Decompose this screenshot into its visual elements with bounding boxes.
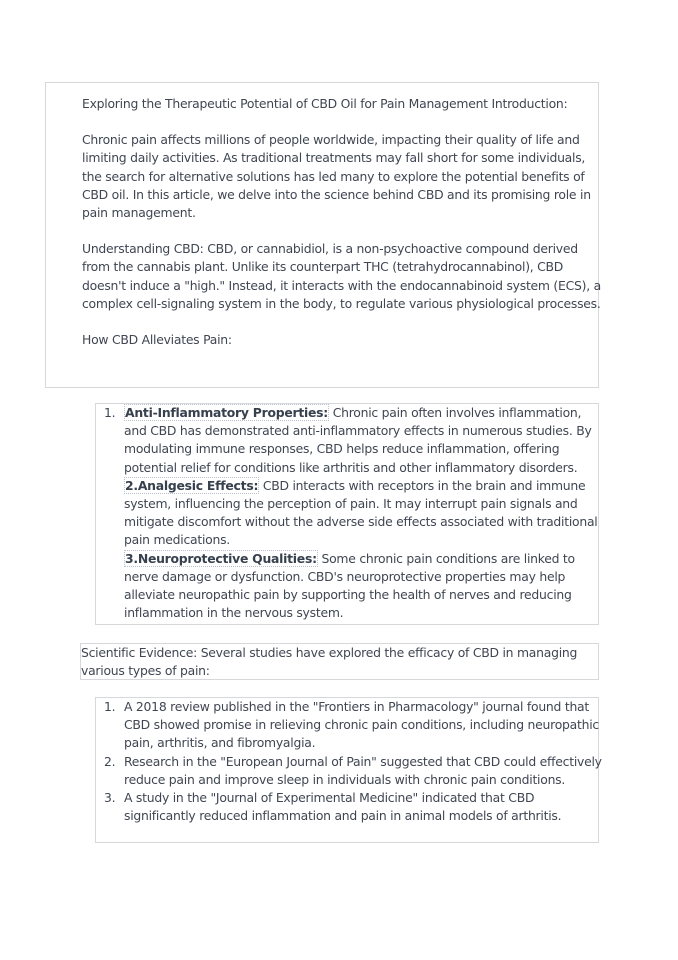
intro-content	[82, 95, 602, 367]
mechanism-analgesic	[124, 477, 602, 550]
mechanism-text: Chronic pain often involves inflammation, and CBD has demonstrated anti-inflammatory effects in numerous studies. By modulating immune responses, CBD helps reduce inflammation, offering potential relief for conditions like arthritis and other inflammatory disorders.	[124, 405, 592, 475]
mechanisms-list	[96, 404, 602, 622]
list-number: 1.	[104, 699, 116, 714]
article-title: Exploring the Therapeutic Potential of CBD Oil for Pain Management Introduction:	[82, 96, 568, 111]
mechanisms-section	[95, 403, 599, 625]
study-text: Research in the "European Journal of Pain" suggested that CBD could effectively reduce pain and improve sleep in individuals with chronic pain conditions.	[124, 753, 602, 787]
list-item	[96, 404, 602, 622]
list-number: 2.	[104, 753, 116, 769]
mechanism-term: 3.Neuroprotective Qualities:	[125, 550, 317, 566]
list-number: 1.	[104, 405, 116, 420]
mechanism-text: Some chronic pain conditions are linked to nerve damage or dysfunction. CBD's neuroprotective properties may help alleviate neuropathic pain by supporting the health of nerves and reducing inflammation in the nervous system.	[124, 550, 575, 621]
study-text: A 2018 review published in the "Frontiers in Pharmacology" journal found that CBD showed promise in relieving chronic pain conditions, including neuropathic pain, arthritis, and fibromyalgia.	[124, 699, 599, 751]
intro-section	[45, 82, 599, 388]
list-item	[96, 789, 602, 825]
studies-section	[95, 697, 602, 843]
scientific-evidence-section	[80, 643, 599, 680]
mechanism-text: CBD interacts with receptors in the brain and immune system, influencing the perception of pain. It may interrupt pain signals and mitigate discomfort without the adverse side effects associated with traditional pain medications.	[124, 477, 598, 548]
mechanism-anti-inflammatory	[124, 404, 602, 477]
studies-list	[96, 698, 602, 825]
how-cbd-alleviates-heading: How CBD Alleviates Pain:	[82, 332, 232, 348]
list-item	[96, 753, 602, 789]
scientific-evidence-text: Scientific Evidence: Several studies have explored the efficacy of CBD in managing various types of pain:	[81, 645, 578, 679]
list-number: 3.	[104, 790, 116, 806]
mechanism-term: Anti-Inflammatory Properties:	[125, 405, 329, 420]
mechanism-neuroprotective	[124, 550, 602, 623]
mechanism-term: 2.Analgesic Effects:	[125, 477, 259, 493]
list-item	[96, 698, 602, 753]
study-text: A study in the "Journal of Experimental Medicine" indicated that CBD significantly reduced inflammation and pain in animal models of arthritis.	[124, 790, 562, 824]
intro-paragraph: Chronic pain affects millions of people worldwide, impacting their quality of life and limiting daily activities. As traditional treatments may fall short for some individuals, the search for alternative solutions has led many to explore the potential benefits of CBD oil. In this article, we delve into the science behind CBD and its promising role in pain management.	[82, 132, 591, 221]
understanding-cbd-paragraph: Understanding CBD: CBD, or cannabidiol, is a non-psychoactive compound derived from the cannabis plant. Unlike its counterpart THC (tetrahydrocannabinol), CBD doesn't induce a "high." Instead, it interacts with the endocannabinoid system (ECS), a complex cell-signaling system in the body, to regulate various physiological processes.	[82, 241, 601, 311]
